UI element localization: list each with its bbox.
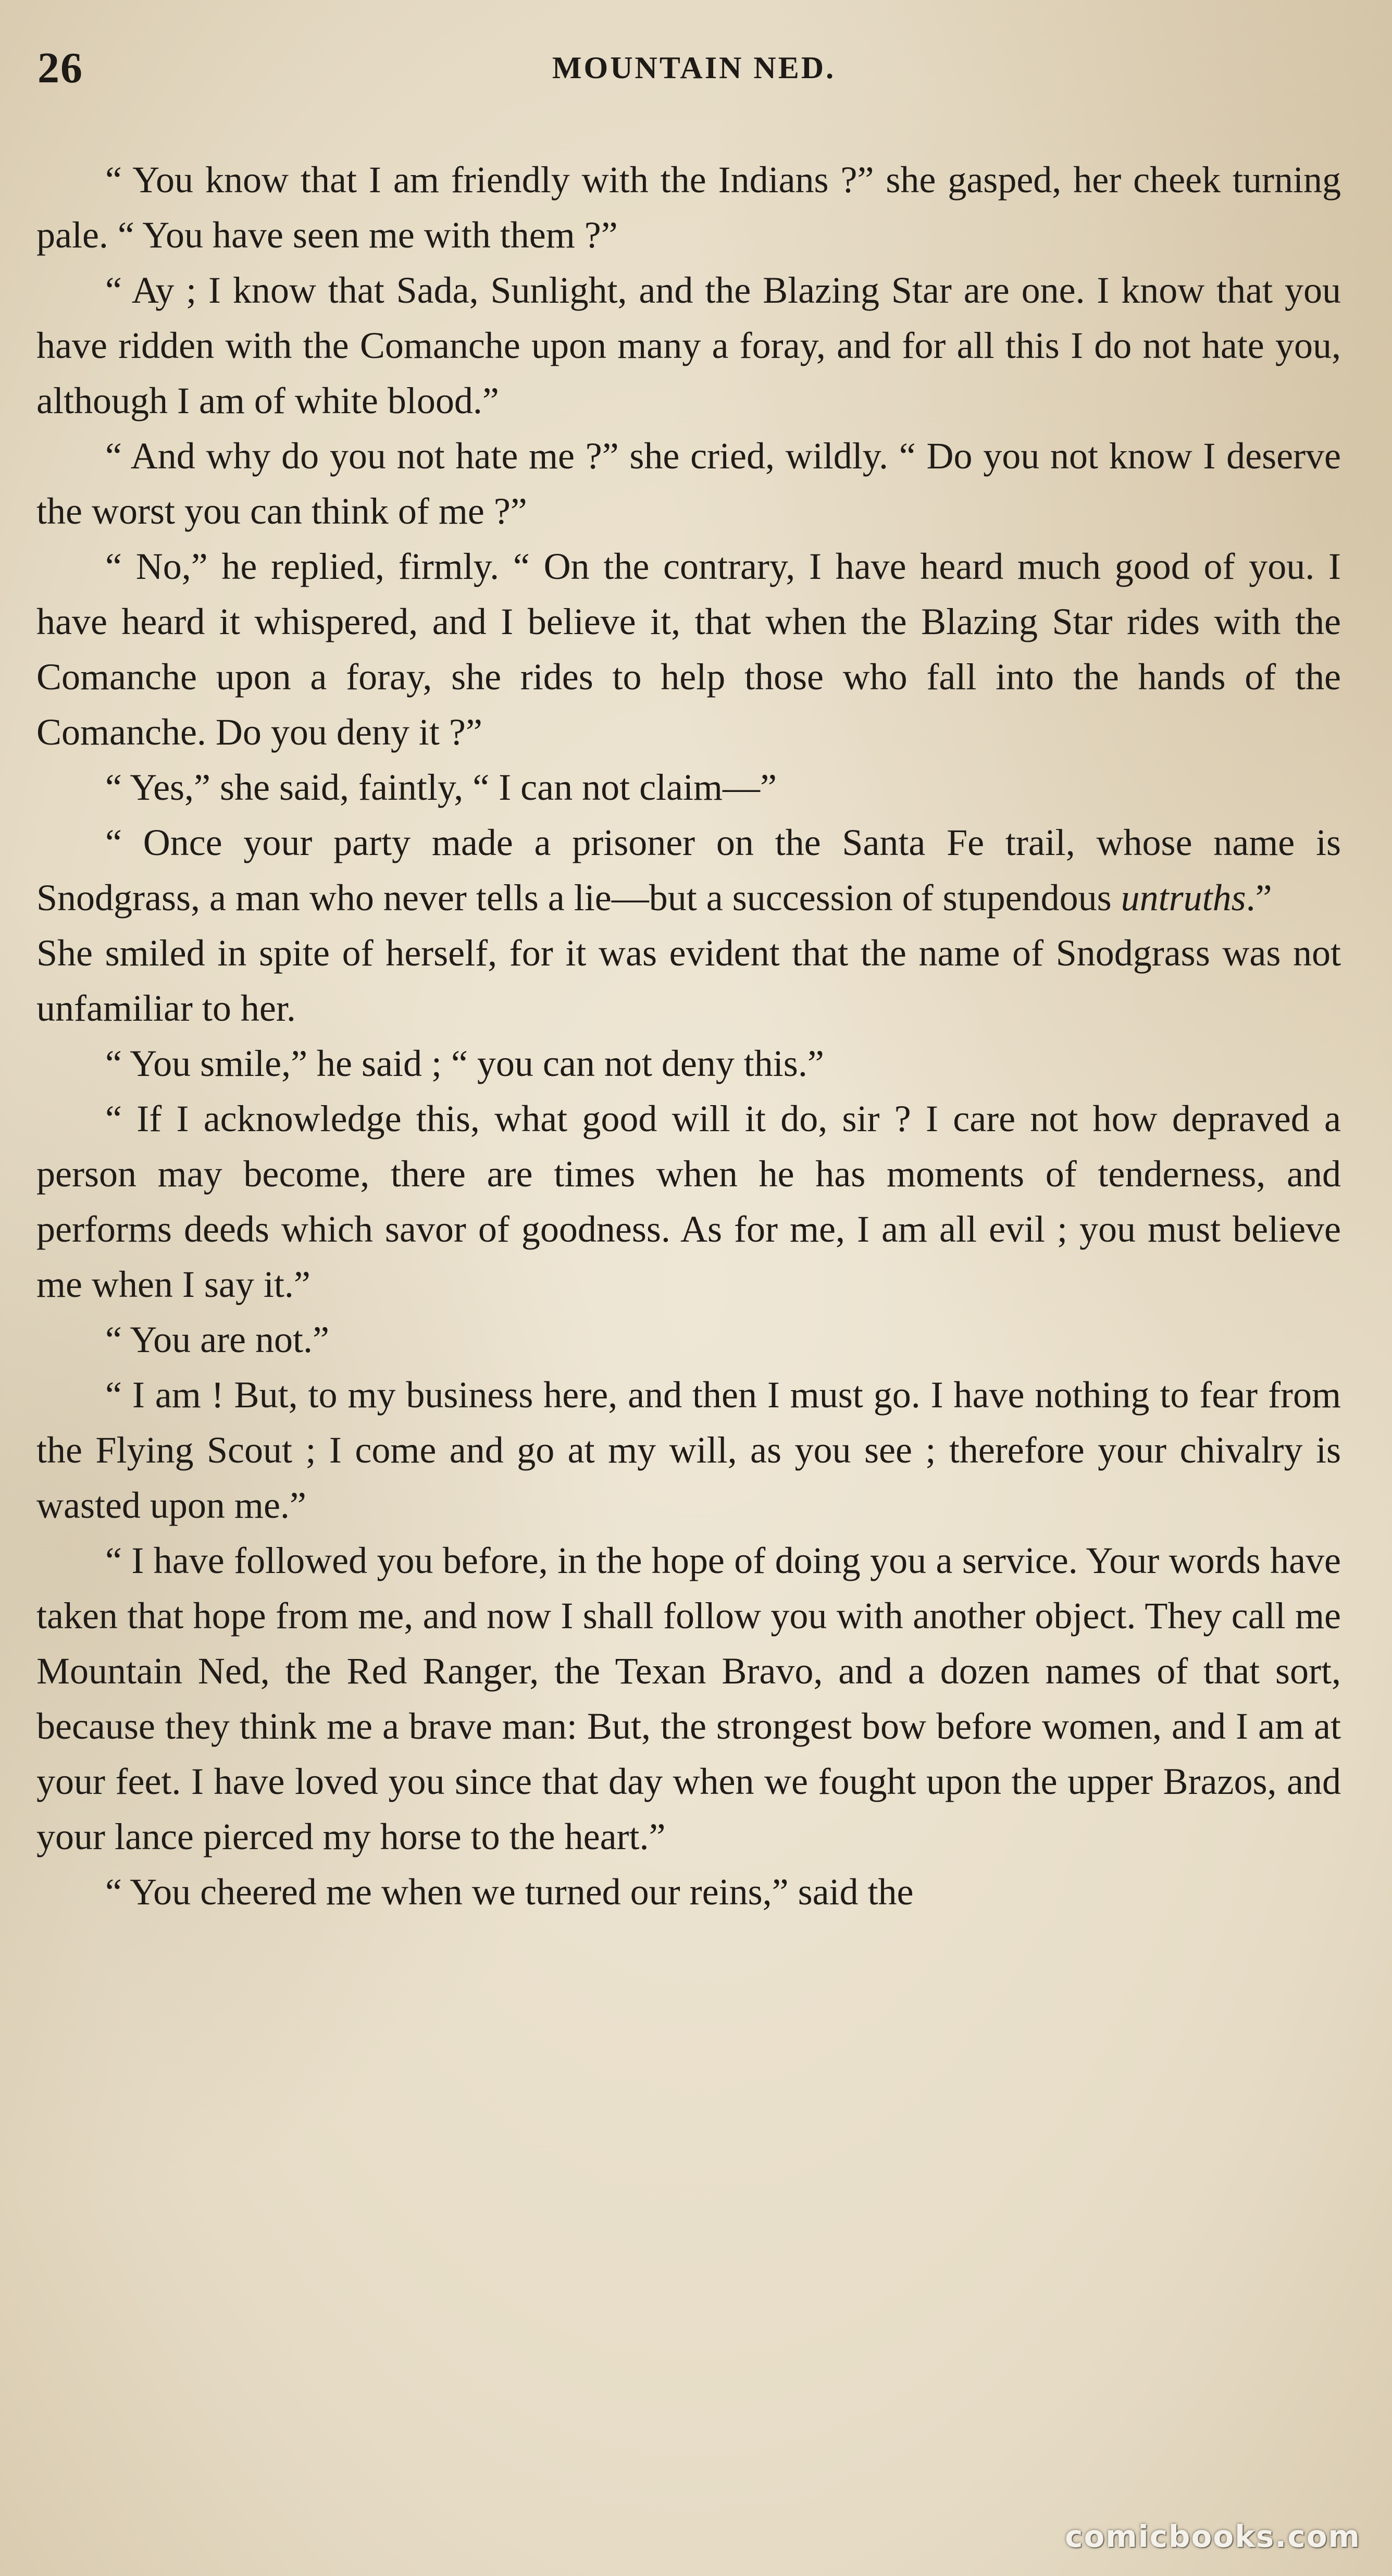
paragraph: “ If I acknowledge this, what good will it do, sir ? I care not how depraved a person may become, there are times when he has moments of tenderness, and performs deeds which savor of goodness. As for me, I am all evil ; you must believe me when I say it.”: [36, 1098, 1341, 1305]
paragraph: She smiled in spite of herself, for it was evident that the name of Snodgrass was not unfamiliar to her.: [36, 932, 1341, 1029]
paragraph: “ You smile,” he said ; “ you can not deny this.”: [105, 1043, 824, 1084]
watermark: comicbooks.com: [1065, 2519, 1361, 2554]
paragraph: “ Ay ; I know that Sada, Sunlight, and the Blazing Star are one. I know that you have ridden with the Comanche upon many a foray, and for all this I do not hate you, although I am of white blood.”: [36, 269, 1341, 422]
paragraph: “ I have followed you before, in the hope of doing you a service. Your words have taken that hope from me, and now I shall follow you with another object. They call me Mountain Ned, the Red Ranger, the Texan Bravo, and a dozen names of that sort, because they think me a brave man: But, the strongest bow before women, and I am at your feet. I have loved you since that day when we fought upon the upper Brazos, and your lance pierced my horse to the heart.”: [36, 1540, 1341, 1857]
paragraph-text: “ Once your party made a prisoner on the Santa Fe trail, whose name is Snodgrass, a man who never tells a lie—but a succession of stupendous: [36, 822, 1341, 919]
paragraph: “ You are not.”: [105, 1319, 329, 1360]
paragraph-text: .”: [1246, 877, 1272, 919]
paragraph: “ I am ! But, to my business here, and then I must go. I have nothing to fear from the Flying Scout ; I come and go at my will, as you see ; therefore your chivalry is wasted upon me.”: [36, 1374, 1341, 1526]
emphasized-word: untruths: [1121, 877, 1246, 919]
running-head: MOUNTAIN NED.: [552, 51, 836, 85]
page-header: [38, 43, 1350, 105]
body-text: [36, 152, 1341, 1919]
paragraph: “ You know that I am friendly with the Indians ?” she gasped, her cheek turning pale. “ You have seen me with them ?”: [36, 159, 1341, 256]
page-number: 26: [38, 44, 83, 92]
paragraph: “ You cheered me when we turned our reins,” said the: [105, 1871, 914, 1913]
paragraph: “ Yes,” she said, faintly, “ I can not claim—”: [105, 766, 777, 808]
paragraph: “ No,” he replied, firmly. “ On the contrary, I have heard much good of you. I have heard it whispered, and I believe it, that when the Blazing Star rides with the Comanche upon a foray, she rides to help those who fall into the hands of the Comanche. Do you deny it ?”: [36, 546, 1341, 753]
paragraph: “ And why do you not hate me ?” she cried, wildly. “ Do you not know I deserve the worst you can think of me ?”: [36, 435, 1341, 532]
paragraph: [36, 815, 1341, 925]
